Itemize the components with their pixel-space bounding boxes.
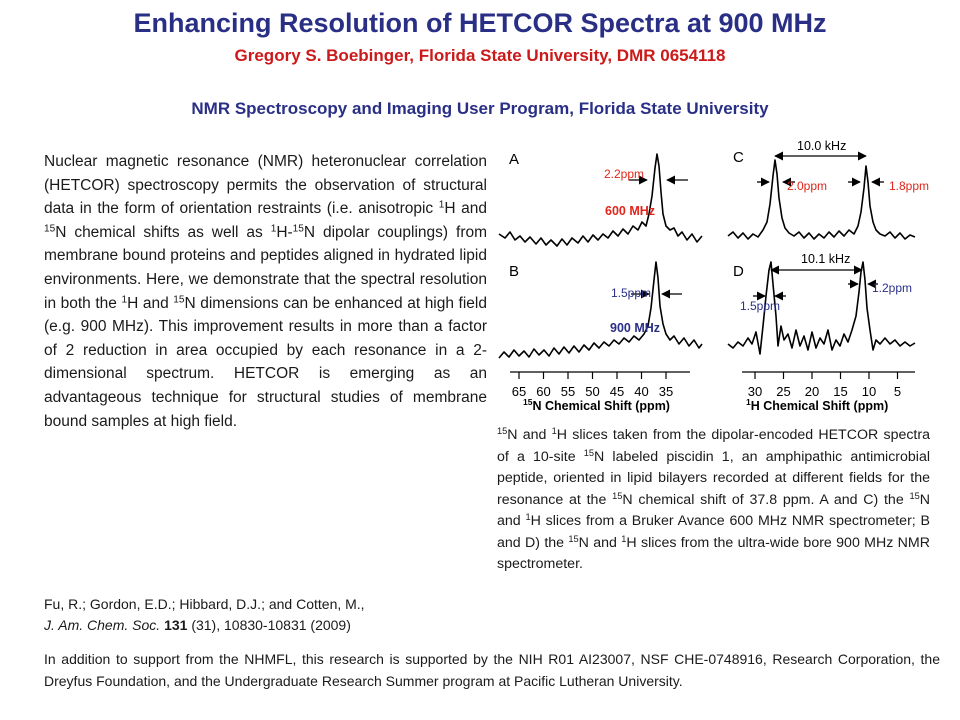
h1-axis-label: $^1$H Chemical Shift (ppm) [746, 397, 889, 413]
h1-tick-label: 15 [833, 384, 848, 399]
panel-label-a: A [509, 151, 520, 168]
h1-tick-label: 20 [804, 384, 820, 399]
h1-tick-label: 25 [776, 384, 791, 399]
panel-label-b: B [509, 263, 520, 280]
program-heading: NMR Spectroscopy and Imaging User Program, Florida State University [191, 99, 769, 118]
b-linewidth-label: 1.5ppm [611, 286, 652, 300]
spectrum-c-trace [728, 160, 915, 239]
body-paragraph: Nuclear magnetic resonance (NMR) heteronuclear correlation (HETCOR) spectroscopy permits the observation of structural data in the form of orientation restraints (i.e. anisotropic $^1$H and $^{15}$N chemical shifts as well as $^1$H-$^{15}$N dipolar couplings) from membrane bound proteins and peptides aligned in hydrated lipid environments. Here, we demonstrate that the spectral resolution in both the $^1$H and $^{15}$N dimensions can be enhanced at high field (e.g. 900 MHz). This improvement results in more than a factor of 2 reduction in area occupied by each resonance in a 2-dimensional spectrum. HETCOR is emerging as an advantageous technique for structural studies of membrane bound samples at high field. [44, 153, 488, 430]
h1-tick-label: 5 [893, 384, 902, 399]
page-title: Enhancing Resolution of HETCOR Spectra at 900 MHz [133, 8, 827, 38]
n15-tick-label: 65 [511, 384, 527, 399]
field-label-600: 600 MHz [605, 204, 656, 218]
citation: Fu, R.; Gordon, E.D.; Hibbard, D.J.; and Cotten, M., J. Am. Chem. Soc. 131 (31), 10830-10831 (2009) [44, 596, 365, 633]
field-label-900: 900 MHz [610, 321, 661, 335]
panel-label-c: C [733, 149, 744, 166]
n15-tick-label: 40 [634, 384, 649, 399]
c-right-linewidth-label: 1.8ppm [889, 179, 930, 193]
h1-axis-ticks [748, 372, 901, 399]
n15-axis-ticks [512, 372, 673, 399]
h1-tick-label: 10 [861, 384, 877, 399]
d-splitting-label: 10.1 kHz [801, 252, 851, 266]
h1-tick-label: 30 [747, 384, 763, 399]
d-left-linewidth-label: 1.5ppm [740, 299, 781, 313]
d-right-linewidth-label: 1.2ppm [872, 281, 913, 295]
n15-tick-label: 50 [585, 384, 600, 399]
author-line: Gregory S. Boebinger, Florida State University, DMR 0654118 [234, 46, 726, 65]
panel-label-d: D [733, 263, 744, 280]
n15-tick-label: 35 [658, 384, 674, 399]
n15-axis-label: $^{15}$N Chemical Shift (ppm) [523, 397, 670, 413]
funding-acknowledgment: In addition to support from the NHMFL, this research is supported by the NIH R01 AI23007, NSF CHE-0748916, Research Corporation, the Dreyfus Foundation, and the Undergraduate Research Summer program at Pacific Lutheran University. [44, 651, 940, 689]
a-linewidth-label: 2.2ppm [604, 167, 645, 181]
n15-tick-label: 45 [609, 384, 625, 399]
c-splitting-label: 10.0 kHz [797, 139, 847, 153]
figure-caption: $^{15}$N and $^1$H slices taken from the dipolar-encoded HETCOR spectra of a 10-site $^{15}$N labeled piscidin 1, an amphipathic antimicrobial peptide, oriented in lipid bilayers recorded at different fields for the resonance at the $^{15}$N chemical shift of 37.8 ppm. A and C) the $^{15}$N and $^1$H slices from a Bruker Avance 600 MHz NMR spectrometer; B and D) the $^{15}$N and $^1$H slices from the ultra-wide bore 900 MHz NMR spectrometer. [497, 425, 930, 572]
spectrum-a-trace [499, 154, 702, 246]
n15-tick-label: 55 [560, 384, 576, 399]
spectrum-b-trace [499, 262, 702, 358]
c-left-linewidth-label: 2.0ppm [787, 179, 828, 193]
n15-tick-label: 60 [536, 384, 551, 399]
